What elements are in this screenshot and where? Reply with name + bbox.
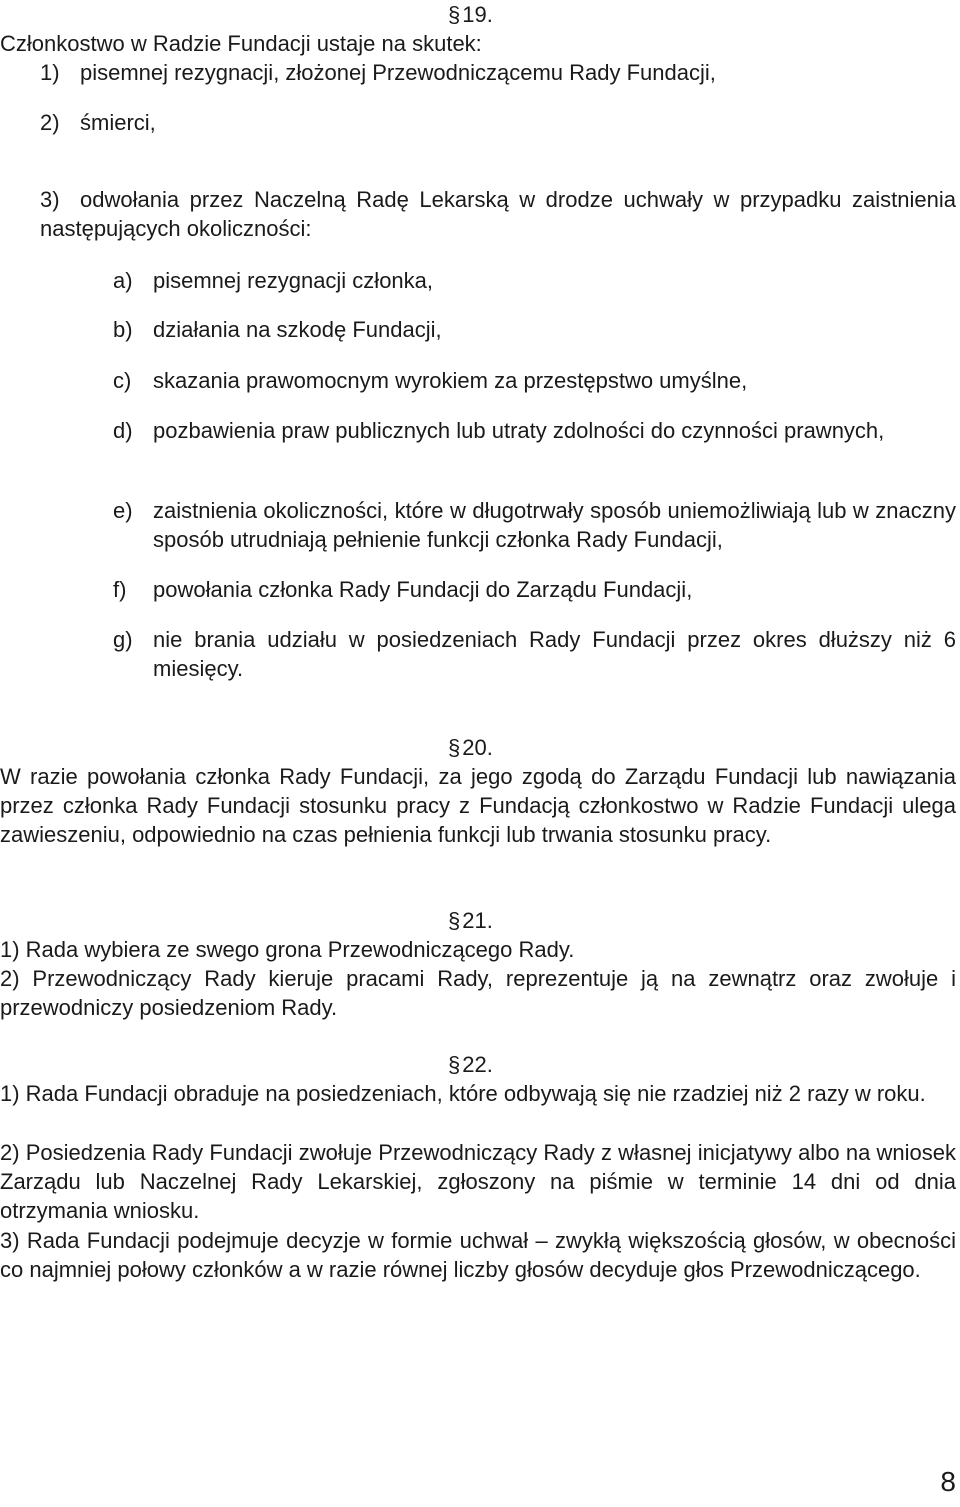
s19-subitem-f: f) powołania członka Rady Fundacji do Zarządu Fundacji,	[113, 577, 693, 602]
s19-subitem-d: d) pozbawienia praw publicznych lub utraty zdolności do czynności prawnych,	[113, 418, 885, 443]
s22-item-1: 1) Rada Fundacji obraduje na posiedzeniach, które odbywają się nie rzadziej niż 2 razy w roku.	[0, 1081, 926, 1106]
section-22-number: 22.	[462, 1052, 493, 1077]
section-20-text: W razie powołania członka Rady Fundacji, za jego zgodą do Zarządu Fundacji lub nawiązania przez członka Rady Fundacji stosunku pracy z Fundacją członkostwo w Radzie Fundacji ulega zawieszeniu, odpowiednio na czas pełnienia funkcji lub trwania stosunku pracy.	[0, 764, 956, 847]
section-20-heading	[448, 733, 493, 762]
section-19-intro: Członkostwo w Radzie Fundacji ustaje na skutek:	[0, 31, 482, 56]
section-19-number: 19.	[462, 2, 493, 27]
section-sign-icon: §	[448, 1052, 461, 1077]
s19-item-1: 1) pisemnej rezygnacji, złożonej Przewodniczącemu Rady Fundacji,	[40, 60, 716, 85]
s21-item-2: 2) Przewodniczący Rady kieruje pracami Rady, reprezentuje ją na zewnątrz oraz zwołuje i przewodniczy posiedzeniom Rady.	[0, 966, 956, 1020]
section-sign-icon: §	[448, 908, 461, 933]
section-19-heading	[448, 0, 493, 29]
s19-subitem-c: c) skazania prawomocnym wyrokiem za przestępstwo umyślne,	[113, 368, 748, 393]
section-sign-icon: §	[448, 735, 461, 760]
section-sign-icon: §	[448, 2, 461, 27]
s19-subitem-g: g) nie brania udziału w posiedzeniach Rady Fundacji przez okres dłuższy niż 6 miesięcy.	[113, 627, 956, 681]
section-20-number: 20.	[462, 735, 493, 760]
section-22-heading	[448, 1050, 493, 1079]
s19-subitem-b: b) działania na szkodę Fundacji,	[113, 317, 442, 342]
section-21-heading	[448, 906, 493, 935]
s19-item-2: 2) śmierci,	[40, 110, 156, 135]
s19-subitem-e: e) zaistnienia okoliczności, które w długotrwały sposób uniemożliwiają lub w znaczny sposób utrudniają pełnienie funkcji członka Rady Fundacji,	[113, 498, 956, 552]
section-21-number: 21.	[462, 908, 493, 933]
s22-item-3: 3) Rada Fundacji podejmuje decyzje w formie uchwał – zwykłą większością głosów, w obecności co najmniej połowy członków a w razie równej liczby głosów decyduje głos Przewodniczącego.	[0, 1228, 956, 1282]
s19-item-3: 3) odwołania przez Naczelną Radę Lekarską w drodze uchwały w przypadku zaistnienia następujących okoliczności:	[40, 187, 956, 241]
page-number: 8	[940, 1466, 956, 1497]
s21-item-1: 1) Rada wybiera ze swego grona Przewodniczącego Rady.	[0, 937, 575, 962]
s19-subitem-a: a) pisemnej rezygnacji członka,	[113, 268, 434, 293]
s22-item-2: 2) Posiedzenia Rady Fundacji zwołuje Przewodniczący Rady z własnej inicjatywy albo na wniosek Zarządu lub Naczelnej Rady Lekarskiej, zgłoszony na piśmie w terminie 14 dni od dnia otrzymania wniosku.	[0, 1140, 956, 1223]
